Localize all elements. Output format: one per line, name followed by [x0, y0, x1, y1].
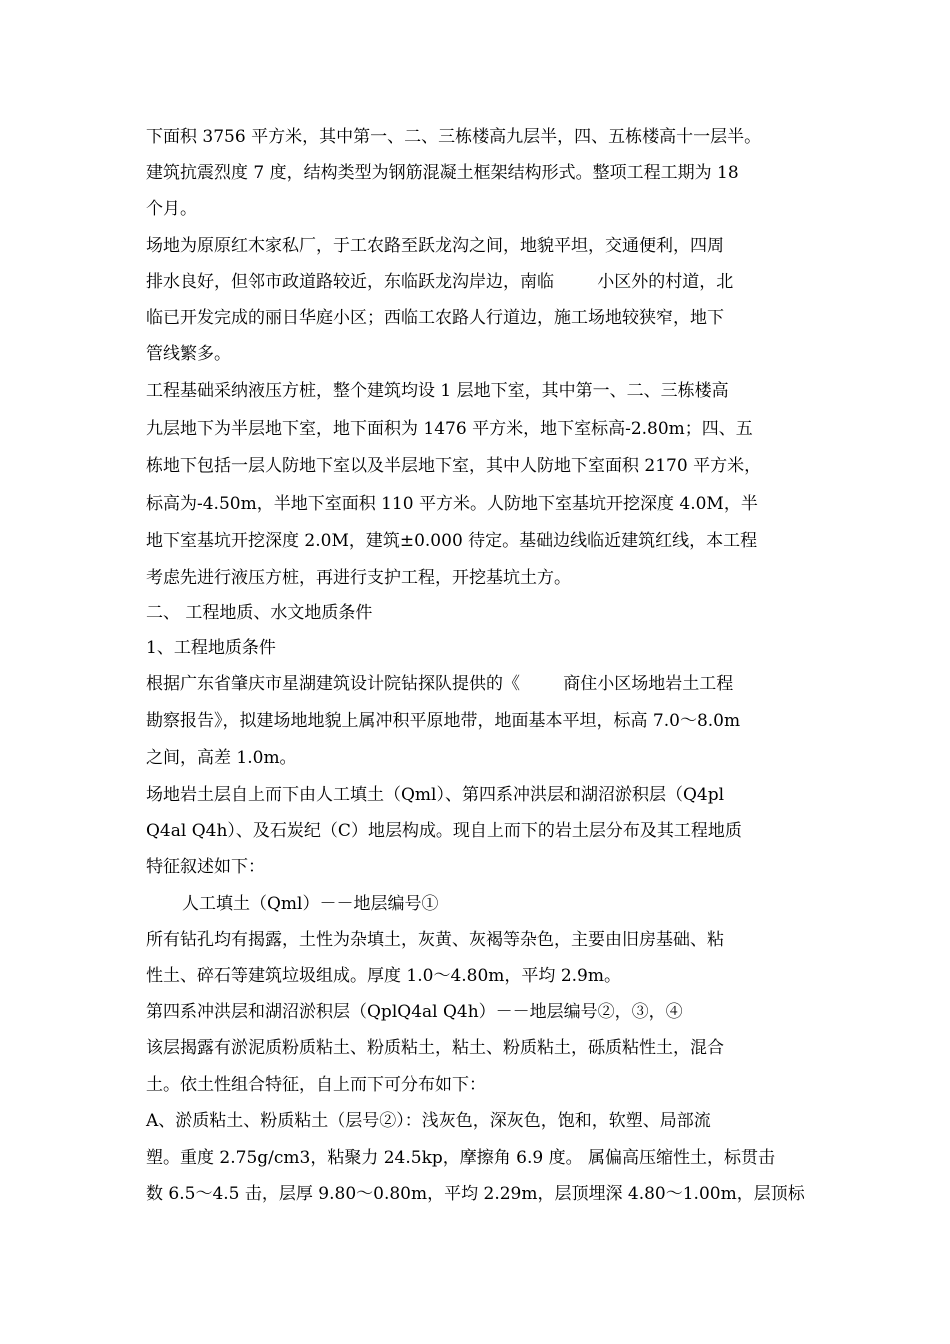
paragraph-line: 勘察报告》，拟建场地地貌上属冲积平原地带，地面基本平坦，标高 7.0～8.0m — [146, 711, 741, 731]
paragraph-line: 栋地下包括一层人防地下室以及半层地下室，其中人防地下室面积 2170 平方米， — [146, 456, 762, 476]
paragraph-line: 地下室基坑开挖深度 2.0M，建筑±0.000 待定。基础边线临近建筑红线，本工程 — [146, 531, 758, 551]
paragraph-line: 所有钻孔均有揭露，土性为杂填土，灰黄、灰褐等杂色，主要由旧房基础、粘 — [146, 930, 724, 950]
paragraph-line: 管线繁多。 — [146, 344, 231, 364]
paragraph-line: 个月。 — [146, 199, 197, 219]
paragraph-line: 排水良好，但邻市政道路较近，东临跃龙沟岸边，南临 小区外的村道，北 — [146, 272, 734, 292]
paragraph-line: 数 6.5～4.5 击，层厚 9.80～0.80m，平均 2.29m，层顶埋深 4.80～1.00m，层顶标 — [146, 1184, 805, 1204]
paragraph-line: 土。依土性组合特征，自上而下可分布如下： — [146, 1075, 486, 1095]
paragraph-line: 标高为-4.50m，半地下室面积 110 平方米。人防地下室基坑开挖深度 4.0M，半 — [146, 494, 758, 514]
paragraph-line: 考虑先进行液压方桩，再进行支护工程，开挖基坑土方。 — [146, 568, 571, 588]
paragraph-line: 根据广东省肇庆市星湖建筑设计院钻探队提供的《 商住小区场地岩土工程 — [146, 674, 734, 694]
paragraph-line: 场地为原原红木家私厂，于工农路至跃龙沟之间，地貌平坦，交通便利，四周 — [146, 236, 724, 256]
layer-heading: 人工填土（Qml）－－地层编号① — [182, 894, 439, 914]
paragraph-line: 工程基础采纳液压方桩，整个建筑均设 1 层地下室，其中第一、二、三栋楼高 — [146, 381, 729, 401]
paragraph-line: 特征叙述如下： — [146, 857, 265, 877]
paragraph-line: 该层揭露有淤泥质粉质粘土、粉质粘土，粘土、粉质粘土，砾质粘性土，混合 — [146, 1038, 724, 1058]
layer-heading: 第四系冲洪层和湖沼淤积层（QplQ4al Q4h）－－地层编号②，③，④ — [146, 1002, 683, 1022]
paragraph-line: 场地岩土层自上而下由人工填土（Qml）、第四系冲洪层和湖沼淤积层（Q4pl — [146, 785, 725, 805]
subsection-heading: 1、工程地质条件 — [146, 638, 276, 658]
paragraph-line: 塑。重度 2.75g/cm3，粘聚力 24.5kp，摩擦角 6.9 度。 属偏高压缩性土，标贯击 — [146, 1148, 776, 1168]
paragraph-line: 临已开发完成的丽日华庭小区；西临工农路人行道边，施工场地较狭窄，地下 — [146, 308, 724, 328]
section-heading: 二、 工程地质、水文地质条件 — [146, 603, 373, 623]
paragraph-line: 下面积 3756 平方米，其中第一、二、三栋楼高九层半，四、五栋楼高十一层半。 — [146, 127, 762, 147]
paragraph-line: Q4al Q4h）、及石炭纪（C）地层构成。现自上而下的岩土层分布及其工程地质 — [146, 821, 742, 841]
paragraph-line: 性土、碎石等建筑垃圾组成。厚度 1.0～4.80m，平均 2.9m。 — [146, 966, 621, 986]
paragraph-line: A、淤质粘土、粉质粘土（层号②）：浅灰色，深灰色，饱和，软塑、局部流 — [146, 1111, 711, 1131]
paragraph-line: 建筑抗震烈度 7 度，结构类型为钢筋混凝土框架结构形式。整项工程工期为 18 — [146, 163, 739, 183]
paragraph-line: 之间，高差 1.0m。 — [146, 748, 297, 768]
paragraph-line: 九层地下为半层地下室，地下面积为 1476 平方米，地下室标高-2.80m；四、五 — [146, 419, 753, 439]
